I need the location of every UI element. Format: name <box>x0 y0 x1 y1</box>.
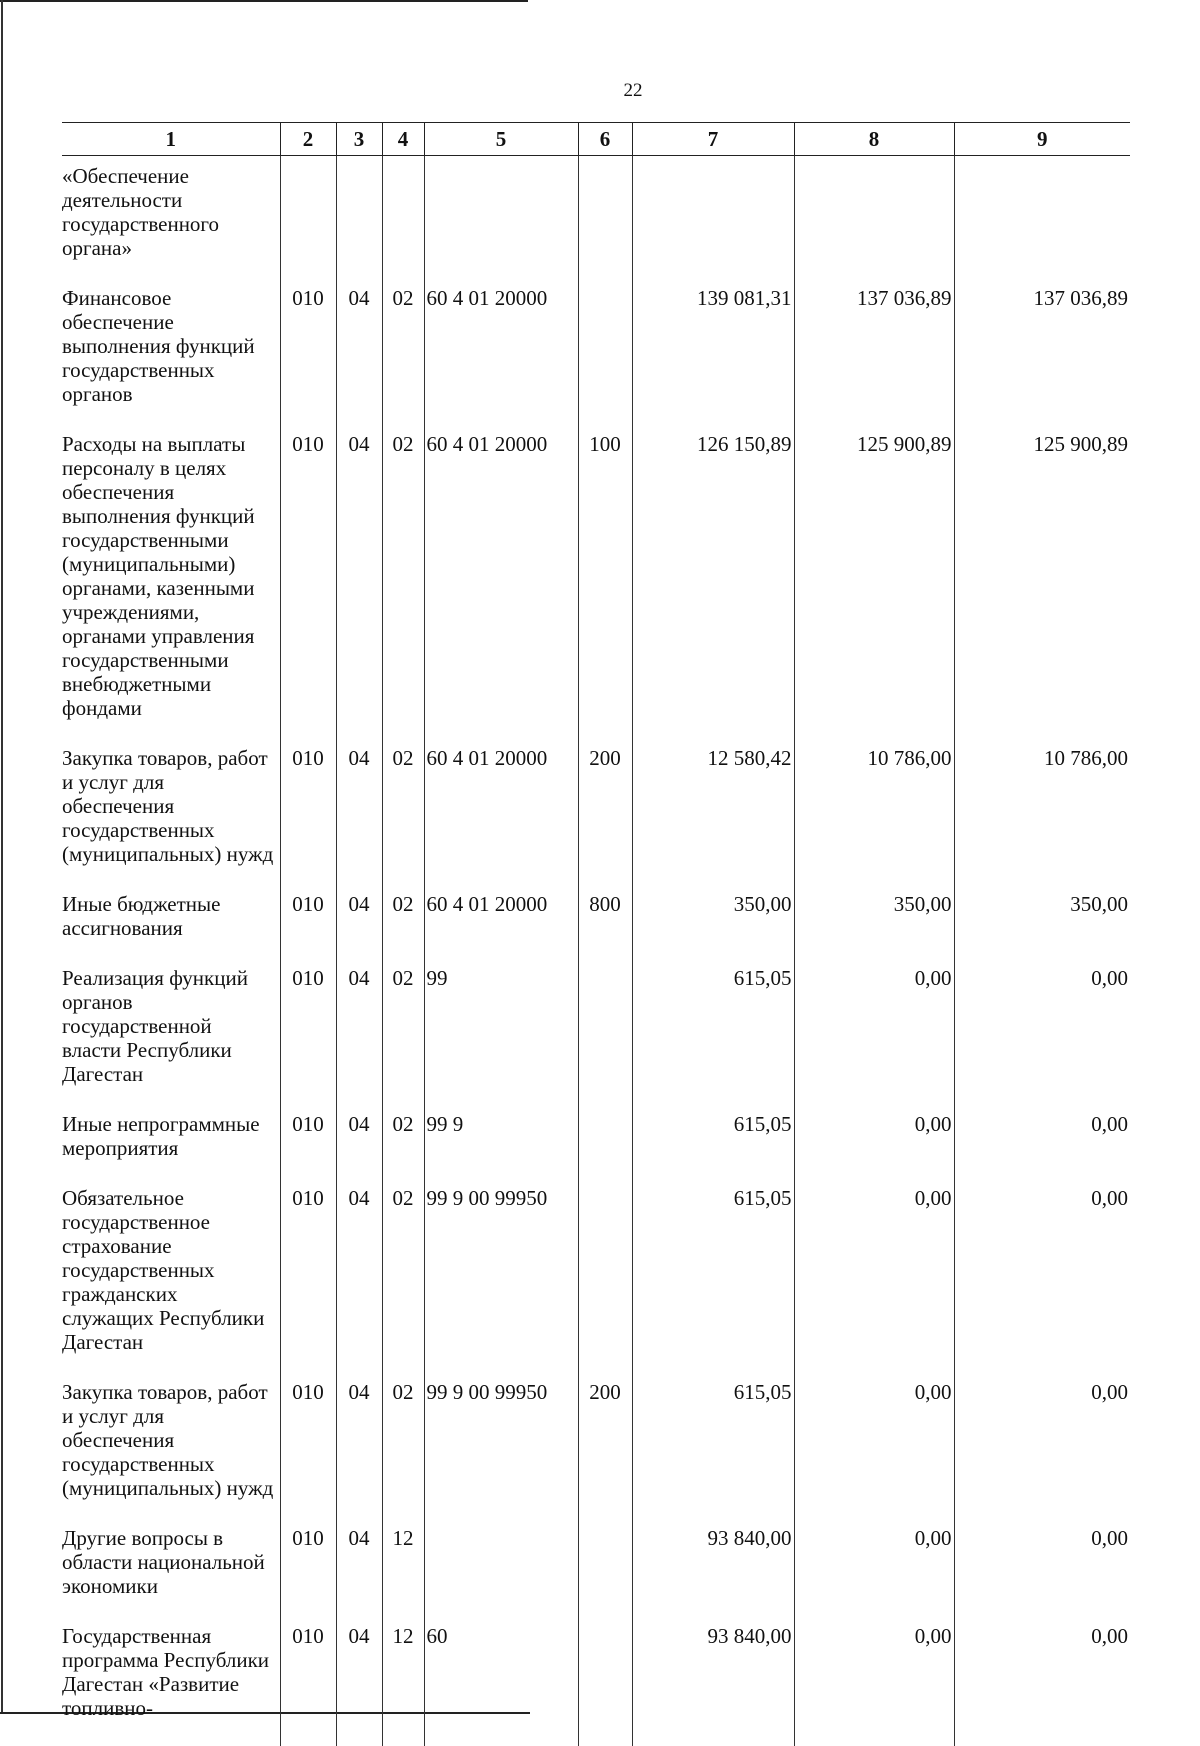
row-section: 04 <box>336 1104 382 1178</box>
row-amount-col-7: 615,05 <box>632 1372 794 1518</box>
row-amount-col-7 <box>632 156 794 279</box>
row-amount-col-8: 0,00 <box>794 1178 954 1372</box>
row-amount-col-9: 0,00 <box>954 1372 1130 1518</box>
row-amount-col-8 <box>794 156 954 279</box>
row-section: 04 <box>336 424 382 738</box>
row-ministry-code: 010 <box>280 424 336 738</box>
row-ministry-code: 010 <box>280 278 336 424</box>
row-expense-type <box>578 1518 632 1616</box>
row-target-article: 99 <box>424 958 578 1104</box>
row-ministry-code: 010 <box>280 958 336 1104</box>
row-expense-type <box>578 156 632 279</box>
header-col-9: 9 <box>954 123 1130 156</box>
row-amount-col-9: 0,00 <box>954 1178 1130 1372</box>
page-number: 22 <box>623 80 643 101</box>
row-ministry-code: 010 <box>280 1518 336 1616</box>
row-amount-col-9: 0,00 <box>954 1104 1130 1178</box>
row-amount-col-9: 0,00 <box>954 1518 1130 1616</box>
row-ministry-code: 010 <box>280 1372 336 1518</box>
row-target-article <box>424 1518 578 1616</box>
table-row <box>62 1104 1130 1178</box>
row-amount-col-9: 125 900,89 <box>954 424 1130 738</box>
row-target-article: 60 4 01 20000 <box>424 738 578 884</box>
table-row <box>62 1616 1130 1746</box>
row-amount-col-7: 615,05 <box>632 1178 794 1372</box>
header-col-7: 7 <box>632 123 794 156</box>
row-name: Расходы на выплаты персоналу в целях обеспечения выполнения функций государственными (муниципальными) органами, казенными учреждениями, органами управления государственными внебюджетными фондами <box>62 432 255 720</box>
row-target-article: 60 4 01 20000 <box>424 278 578 424</box>
scan-edge-top <box>0 0 528 2</box>
table-header-row <box>62 123 1130 156</box>
header-col-6: 6 <box>578 123 632 156</box>
row-section: 04 <box>336 1178 382 1372</box>
row-expense-type: 200 <box>578 1372 632 1518</box>
row-name: Другие вопросы в области национальной экономики <box>62 1526 265 1598</box>
row-amount-col-8: 0,00 <box>794 1372 954 1518</box>
row-amount-col-7: 93 840,00 <box>632 1518 794 1616</box>
header-col-4: 4 <box>382 123 424 156</box>
row-expense-type: 800 <box>578 884 632 958</box>
row-expense-type <box>578 1178 632 1372</box>
row-target-article: 99 9 00 99950 <box>424 1372 578 1518</box>
row-name: «Обеспечение деятельности государственного органа» <box>62 164 220 260</box>
row-subsection: 02 <box>382 1104 424 1178</box>
row-name: Финансовое обеспечение выполнения функций государственных органов <box>62 286 255 406</box>
row-ministry-code: 010 <box>280 1616 336 1746</box>
row-name: Иные бюджетные ассигнования <box>62 892 221 940</box>
row-target-article: 99 9 00 99950 <box>424 1178 578 1372</box>
row-section: 04 <box>336 738 382 884</box>
header-col-1: 1 <box>62 123 280 156</box>
row-name: Закупка товаров, работ и услуг для обеспечения государственных (муниципальных) нужд <box>62 1380 274 1500</box>
row-ministry-code: 010 <box>280 884 336 958</box>
row-section: 04 <box>336 884 382 958</box>
header-col-5: 5 <box>424 123 578 156</box>
row-name: Закупка товаров, работ и услуг для обеспечения государственных (муниципальных) нужд <box>62 746 274 866</box>
row-amount-col-8: 125 900,89 <box>794 424 954 738</box>
row-amount-col-9: 0,00 <box>954 958 1130 1104</box>
row-amount-col-7: 350,00 <box>632 884 794 958</box>
row-section: 04 <box>336 1518 382 1616</box>
row-amount-col-8: 0,00 <box>794 958 954 1104</box>
header-col-3: 3 <box>336 123 382 156</box>
row-target-article: 60 <box>424 1616 578 1746</box>
row-name: Реализация функций органов государственной власти Республики Дагестан <box>62 966 248 1086</box>
row-ministry-code: 010 <box>280 738 336 884</box>
row-name: Государственная программа Республики Дагестан «Развитие топливно- <box>62 1624 270 1720</box>
row-subsection: 02 <box>382 278 424 424</box>
budget-table-container <box>62 122 1130 1746</box>
row-subsection: 12 <box>382 1616 424 1746</box>
row-target-article: 60 4 01 20000 <box>424 884 578 958</box>
row-ministry-code: 010 <box>280 1178 336 1372</box>
row-amount-col-7: 615,05 <box>632 958 794 1104</box>
row-amount-col-9 <box>954 156 1130 279</box>
table-row <box>62 1178 1130 1372</box>
table-row <box>62 958 1130 1104</box>
header-col-8: 8 <box>794 123 954 156</box>
row-expense-type <box>578 1104 632 1178</box>
row-subsection: 02 <box>382 1372 424 1518</box>
table-row <box>62 738 1130 884</box>
table-row <box>62 278 1130 424</box>
row-section: 04 <box>336 958 382 1104</box>
row-expense-type <box>578 278 632 424</box>
table-row <box>62 156 1130 279</box>
row-subsection: 02 <box>382 884 424 958</box>
row-amount-col-7: 93 840,00 <box>632 1616 794 1746</box>
row-amount-col-8: 0,00 <box>794 1518 954 1616</box>
row-amount-col-7: 615,05 <box>632 1104 794 1178</box>
row-target-article: 60 4 01 20000 <box>424 424 578 738</box>
row-amount-col-8: 137 036,89 <box>794 278 954 424</box>
row-subsection: 02 <box>382 738 424 884</box>
table-row <box>62 1372 1130 1518</box>
row-amount-col-8: 0,00 <box>794 1616 954 1746</box>
row-expense-type <box>578 1616 632 1746</box>
scan-edge-left <box>1 0 3 1714</box>
header-col-2: 2 <box>280 123 336 156</box>
table-row <box>62 884 1130 958</box>
row-section: 04 <box>336 278 382 424</box>
row-target-article <box>424 156 578 279</box>
row-section: 04 <box>336 1372 382 1518</box>
row-amount-col-9: 350,00 <box>954 884 1130 958</box>
row-subsection: 12 <box>382 1518 424 1616</box>
row-amount-col-7: 12 580,42 <box>632 738 794 884</box>
row-amount-col-9: 10 786,00 <box>954 738 1130 884</box>
row-amount-col-7: 126 150,89 <box>632 424 794 738</box>
row-subsection: 02 <box>382 424 424 738</box>
row-section: 04 <box>336 1616 382 1746</box>
row-amount-col-8: 350,00 <box>794 884 954 958</box>
row-subsection: 02 <box>382 1178 424 1372</box>
row-expense-type: 200 <box>578 738 632 884</box>
row-ministry-code: 010 <box>280 1104 336 1178</box>
row-amount-col-7: 139 081,31 <box>632 278 794 424</box>
row-name: Обязательное государственное страхование государственных гражданских служащих Республики Дагестан <box>62 1186 265 1354</box>
table-row <box>62 424 1130 738</box>
row-amount-col-8: 10 786,00 <box>794 738 954 884</box>
row-subsection: 02 <box>382 958 424 1104</box>
row-subsection <box>382 156 424 279</box>
budget-table <box>62 122 1130 1746</box>
row-amount-col-8: 0,00 <box>794 1104 954 1178</box>
row-expense-type <box>578 958 632 1104</box>
row-ministry-code <box>280 156 336 279</box>
row-section <box>336 156 382 279</box>
row-amount-col-9: 137 036,89 <box>954 278 1130 424</box>
row-amount-col-9: 0,00 <box>954 1616 1130 1746</box>
table-row <box>62 1518 1130 1616</box>
row-name: Иные непрограммные мероприятия <box>62 1112 260 1160</box>
row-expense-type: 100 <box>578 424 632 738</box>
row-target-article: 99 9 <box>424 1104 578 1178</box>
